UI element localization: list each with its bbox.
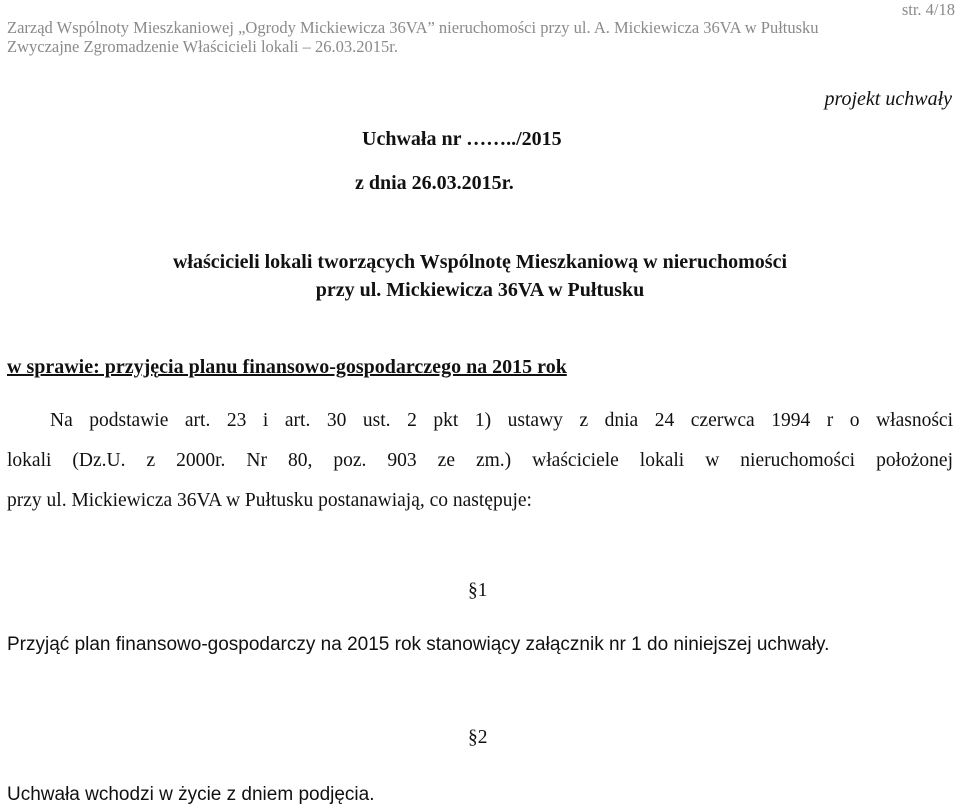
page-number: str. 4/18 — [901, 0, 955, 19]
subject-line-2: przy ul. Mickiewicza 36VA w Pułtusku — [315, 279, 645, 301]
resolution-topic: w sprawie: przyjęcia planu finansowo-gospodarczego na 2015 rok — [7, 356, 567, 378]
section-2-mark: §2 — [468, 727, 488, 748]
header-line-2: Zwyczajne Zgromadzenie Właścicieli lokali – 26.03.2015r. — [7, 37, 398, 56]
resolution-number: Uchwała nr ……../2015 — [362, 128, 562, 150]
section-1-text: Przyjąć plan finansowo-gospodarczy na 2015 rok stanowiący załącznik nr 1 do niniejszej uchwały. — [7, 634, 830, 655]
preamble-line-2: lokali (Dz.U. z 2000r. Nr 80, poz. 903 ze zm.) właściciele lokali w nieruchomości położonej — [7, 450, 953, 471]
section-1-mark: §1 — [468, 580, 488, 601]
draft-status: projekt uchwały — [824, 88, 952, 110]
preamble-line-3: przy ul. Mickiewicza 36VA w Pułtusku postanawiają, co następuje: — [7, 490, 532, 511]
preamble-line-1: Na podstawie art. 23 i art. 30 ust. 2 pkt 1) ustawy z dnia 24 czerwca 1994 r o własności — [50, 410, 953, 431]
resolution-date: z dnia 26.03.2015r. — [355, 172, 514, 194]
subject-line-1: właścicieli lokali tworzących Wspólnotę Mieszkaniową w nieruchomości — [172, 251, 788, 273]
header-line-1: Zarząd Wspólnoty Mieszkaniowej „Ogrody Mickiewicza 36VA” nieruchomości przy ul. A. Mickiewicza 36VA w Pułtusku — [7, 18, 819, 37]
section-2-text: Uchwała wchodzi w życie z dniem podjęcia. — [7, 784, 375, 805]
